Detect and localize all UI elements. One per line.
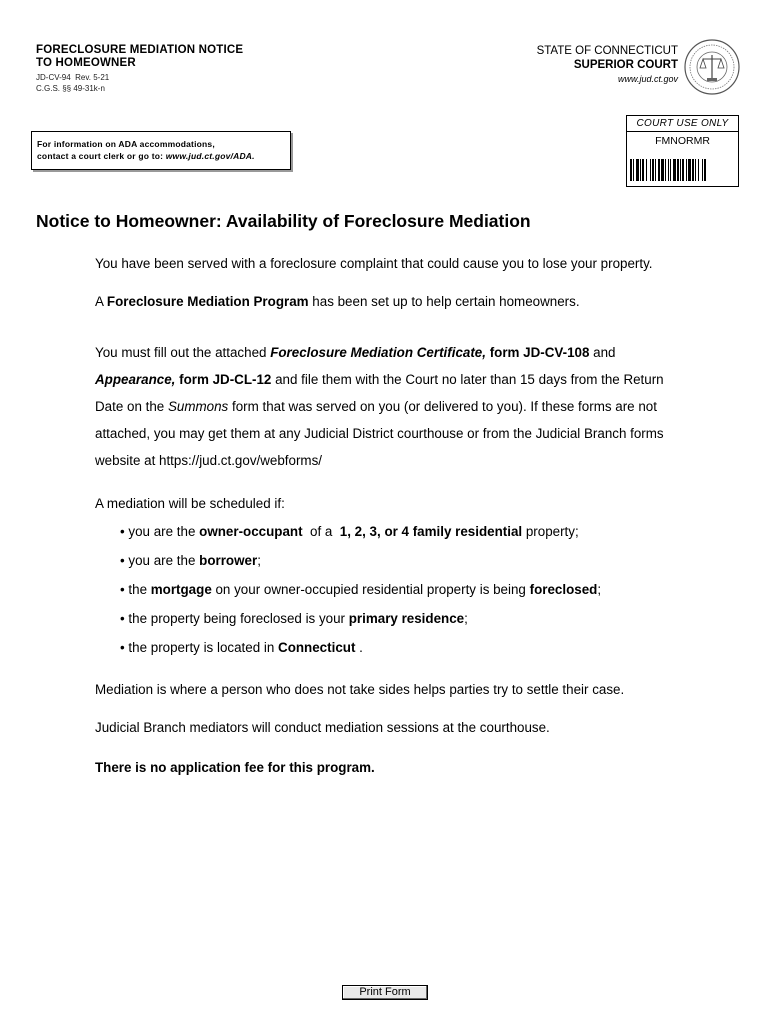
barcode-bar (640, 159, 641, 181)
ada-info-box (31, 131, 291, 170)
list-item: • the mortgage on your owner-occupied residential property is being foreclosed; (120, 582, 602, 597)
barcode-bar (702, 159, 703, 181)
barcode-bar (692, 159, 694, 181)
court-header (537, 44, 678, 86)
barcode-bar (668, 159, 669, 181)
court-website: www.jud.ct.gov (617, 74, 678, 84)
barcode-bar (677, 159, 679, 181)
barcode-bar (686, 159, 687, 181)
barcode-bar (665, 159, 666, 181)
certificate-form-name: Foreclosure Mediation Certificate, (270, 345, 486, 360)
paragraph-mediation-definition: Mediation is where a person who does not take sides helps parties try to settle their case. (95, 682, 625, 697)
barcode-bar (661, 159, 664, 181)
paragraph-instructions: You must fill out the attached Foreclosure Mediation Certificate, form JD-CV-108 and Appearance, form JD-CL-12 and file them with the Court no later than 15 days from the Return Date on the Summons form that was served on you (or delivered to you). If these forms are not attached, you may get them at any Judicial District courthouse or from the Judicial Branch forms website at https://jud.ct.gov/webforms/ (95, 345, 664, 468)
barcode-bar (646, 159, 647, 181)
appearance-form-name: Appearance, (95, 372, 176, 387)
barcode-bar (670, 159, 671, 181)
barcode-bar (633, 159, 634, 181)
barcode-bar (642, 159, 644, 181)
barcode-bar (655, 159, 656, 181)
list-item: • the property is located in Connecticut . (120, 640, 363, 655)
paragraph-conditions-intro: A mediation will be scheduled if: (95, 496, 285, 511)
barcode-bar (650, 159, 651, 181)
paragraph-no-fee: There is no application fee for this program. (95, 760, 375, 775)
ada-line1: For information on ADA accommodations, (37, 139, 215, 149)
barcode-bar (688, 159, 691, 181)
paragraph-program: A Foreclosure Mediation Program has been set up to help certain homeowners. (95, 294, 580, 309)
barcode-icon (630, 159, 734, 181)
court-use-label: COURT USE ONLY (627, 116, 738, 132)
barcode-bar (704, 159, 706, 181)
list-item: • you are the owner-occupant of a 1, 2, 3, or 4 family residential property; (120, 524, 579, 539)
paragraph-mediators: Judicial Branch mediators will conduct mediation sessions at the courthouse. (95, 720, 550, 735)
list-item: • the property being foreclosed is your primary residence; (120, 611, 468, 626)
program-name: Foreclosure Mediation Program (106, 294, 309, 309)
statute-ref: C.G.S. §§ 49-31k-n (36, 84, 105, 93)
barcode-bar (636, 159, 639, 181)
barcode-bar (673, 159, 676, 181)
form-id: JD-CV-94 Rev. 5-21 (36, 73, 110, 82)
state-name: STATE OF CONNECTICUT (536, 45, 678, 57)
state-seal-icon (683, 38, 741, 96)
form-title-line1: FORECLOSURE MEDIATION NOTICE (36, 44, 244, 56)
court-name: SUPERIOR COURT (573, 59, 678, 71)
barcode-bar (682, 159, 684, 181)
paragraph-served: You have been served with a foreclosure complaint that could cause you to lose your property. (95, 256, 653, 271)
barcode-bar (652, 159, 654, 181)
barcode-bar (680, 159, 681, 181)
page-title: Notice to Homeowner: Availability of Foreclosure Mediation (36, 211, 531, 231)
barcode-bar (658, 159, 660, 181)
list-item: • you are the borrower; (120, 553, 261, 568)
form-title (36, 44, 243, 70)
court-use-box (626, 115, 739, 187)
barcode-bar (630, 159, 632, 181)
barcode-bar (695, 159, 696, 181)
barcode-bar (698, 159, 699, 181)
court-use-code: FMNORMR (655, 135, 710, 147)
ada-url: www.jud.ct.gov/ADA. (165, 151, 255, 161)
print-form-button[interactable]: Print Form (342, 985, 428, 1000)
summons-word: Summons (167, 399, 229, 414)
form-meta (36, 72, 109, 94)
ada-line2: contact a court clerk or go to: www.jud.ct.gov/ADA. (37, 151, 255, 161)
form-title-line2: TO HOMEOWNER (36, 57, 136, 69)
